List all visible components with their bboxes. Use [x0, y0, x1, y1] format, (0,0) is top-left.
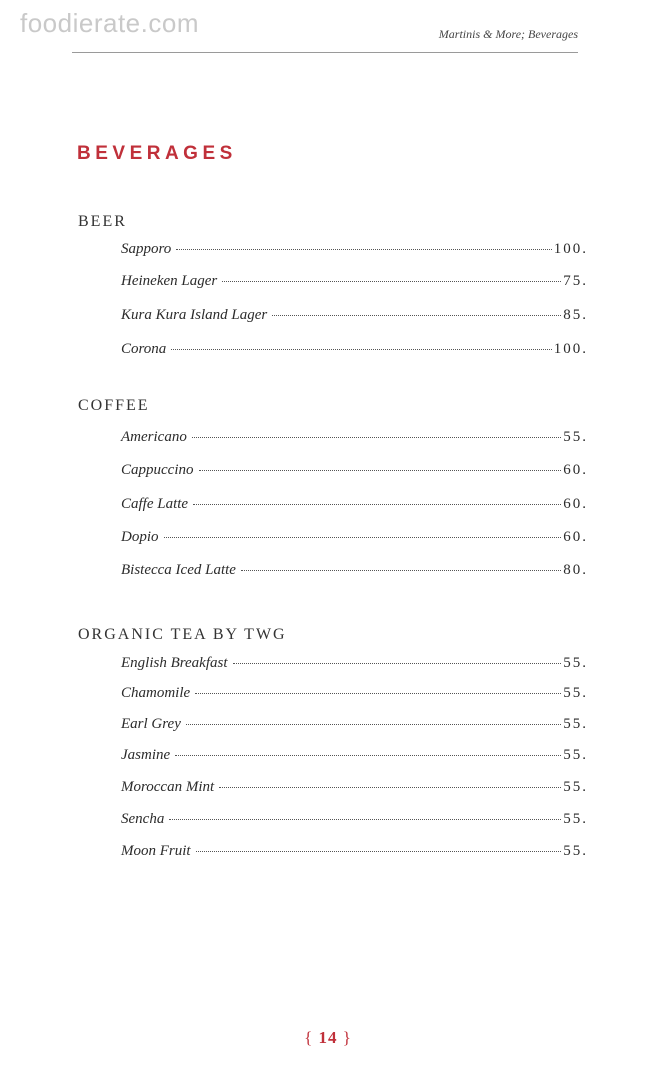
menu-item-price: 60. — [563, 496, 588, 512]
dot-leader — [169, 819, 561, 820]
menu-item — [121, 811, 588, 833]
dot-leader — [233, 663, 562, 664]
menu-item — [121, 529, 588, 551]
dot-leader — [171, 349, 551, 350]
menu-item — [121, 779, 588, 801]
category-heading-tea: ORGANIC TEA BY TWG — [78, 626, 287, 643]
menu-item-name: English Breakfast — [121, 655, 228, 671]
menu-item — [121, 341, 588, 363]
category-heading-coffee: COFFEE — [78, 397, 150, 414]
menu-item-price: 55. — [563, 811, 588, 827]
menu-item — [121, 562, 588, 584]
dot-leader — [193, 504, 561, 505]
dot-leader — [192, 437, 561, 438]
dot-leader — [199, 470, 562, 471]
menu-item-name: Caffe Latte — [121, 496, 189, 512]
page-number-open-brace: { — [304, 1028, 314, 1047]
menu-item-name: Chamomile — [121, 685, 191, 701]
menu-item-name: Moon Fruit — [121, 843, 191, 859]
menu-item — [121, 241, 588, 263]
menu-item-name: Jasmine — [121, 747, 171, 763]
menu-item-name: Americano — [121, 429, 187, 445]
menu-item-price: 55. — [563, 716, 588, 732]
dot-leader — [186, 724, 561, 725]
dot-leader — [175, 755, 561, 756]
page-number-value: 14 — [318, 1028, 338, 1047]
menu-item-price: 85. — [563, 307, 588, 323]
menu-item-price: 100. — [553, 341, 588, 357]
menu-item-price: 60. — [563, 462, 588, 478]
page-number-close-brace: } — [342, 1028, 352, 1047]
watermark: foodierate.com — [20, 8, 199, 38]
menu-item-price: 75. — [563, 273, 588, 289]
category-heading-beer: BEER — [78, 213, 127, 230]
dot-leader — [176, 249, 551, 250]
menu-item — [121, 747, 588, 769]
menu-item — [121, 716, 588, 738]
menu-item-price: 55. — [563, 429, 588, 445]
menu-item — [121, 462, 588, 484]
menu-item-name: Sencha — [121, 811, 165, 827]
menu-item-name: Earl Grey — [121, 716, 181, 732]
dot-leader — [241, 570, 561, 571]
dot-leader — [222, 281, 561, 282]
menu-item-price: 55. — [563, 655, 588, 671]
menu-item-name: Kura Kura Island Lager — [121, 307, 268, 323]
menu-item — [121, 655, 588, 677]
menu-item — [121, 843, 588, 865]
section-title: BEVERAGES — [77, 143, 237, 164]
header-rule — [72, 52, 578, 53]
dot-leader — [272, 315, 561, 316]
menu-item — [121, 273, 588, 295]
menu-item — [121, 307, 588, 329]
menu-item-name: Corona — [121, 341, 167, 357]
menu-item — [121, 496, 588, 518]
running-header: Martinis & More; Beverages — [438, 27, 578, 41]
page-number — [0, 1028, 656, 1048]
menu-item-price: 60. — [563, 529, 588, 545]
menu-item-name: Moroccan Mint — [121, 779, 215, 795]
menu-item-price: 55. — [563, 779, 588, 795]
dot-leader — [195, 693, 561, 694]
menu-item-price: 80. — [563, 562, 588, 578]
menu-item — [121, 429, 588, 451]
menu-item-name: Sapporo — [121, 241, 172, 257]
dot-leader — [164, 537, 562, 538]
menu-item — [121, 685, 588, 707]
menu-item-name: Dopio — [121, 529, 159, 545]
dot-leader — [196, 851, 562, 852]
menu-item-price: 55. — [563, 843, 588, 859]
menu-item-price: 55. — [563, 685, 588, 701]
menu-item-price: 100. — [553, 241, 588, 257]
dot-leader — [219, 787, 561, 788]
menu-item-name: Cappuccino — [121, 462, 194, 478]
menu-item-name: Bistecca Iced Latte — [121, 562, 236, 578]
menu-item-name: Heineken Lager — [121, 273, 218, 289]
menu-item-price: 55. — [563, 747, 588, 763]
